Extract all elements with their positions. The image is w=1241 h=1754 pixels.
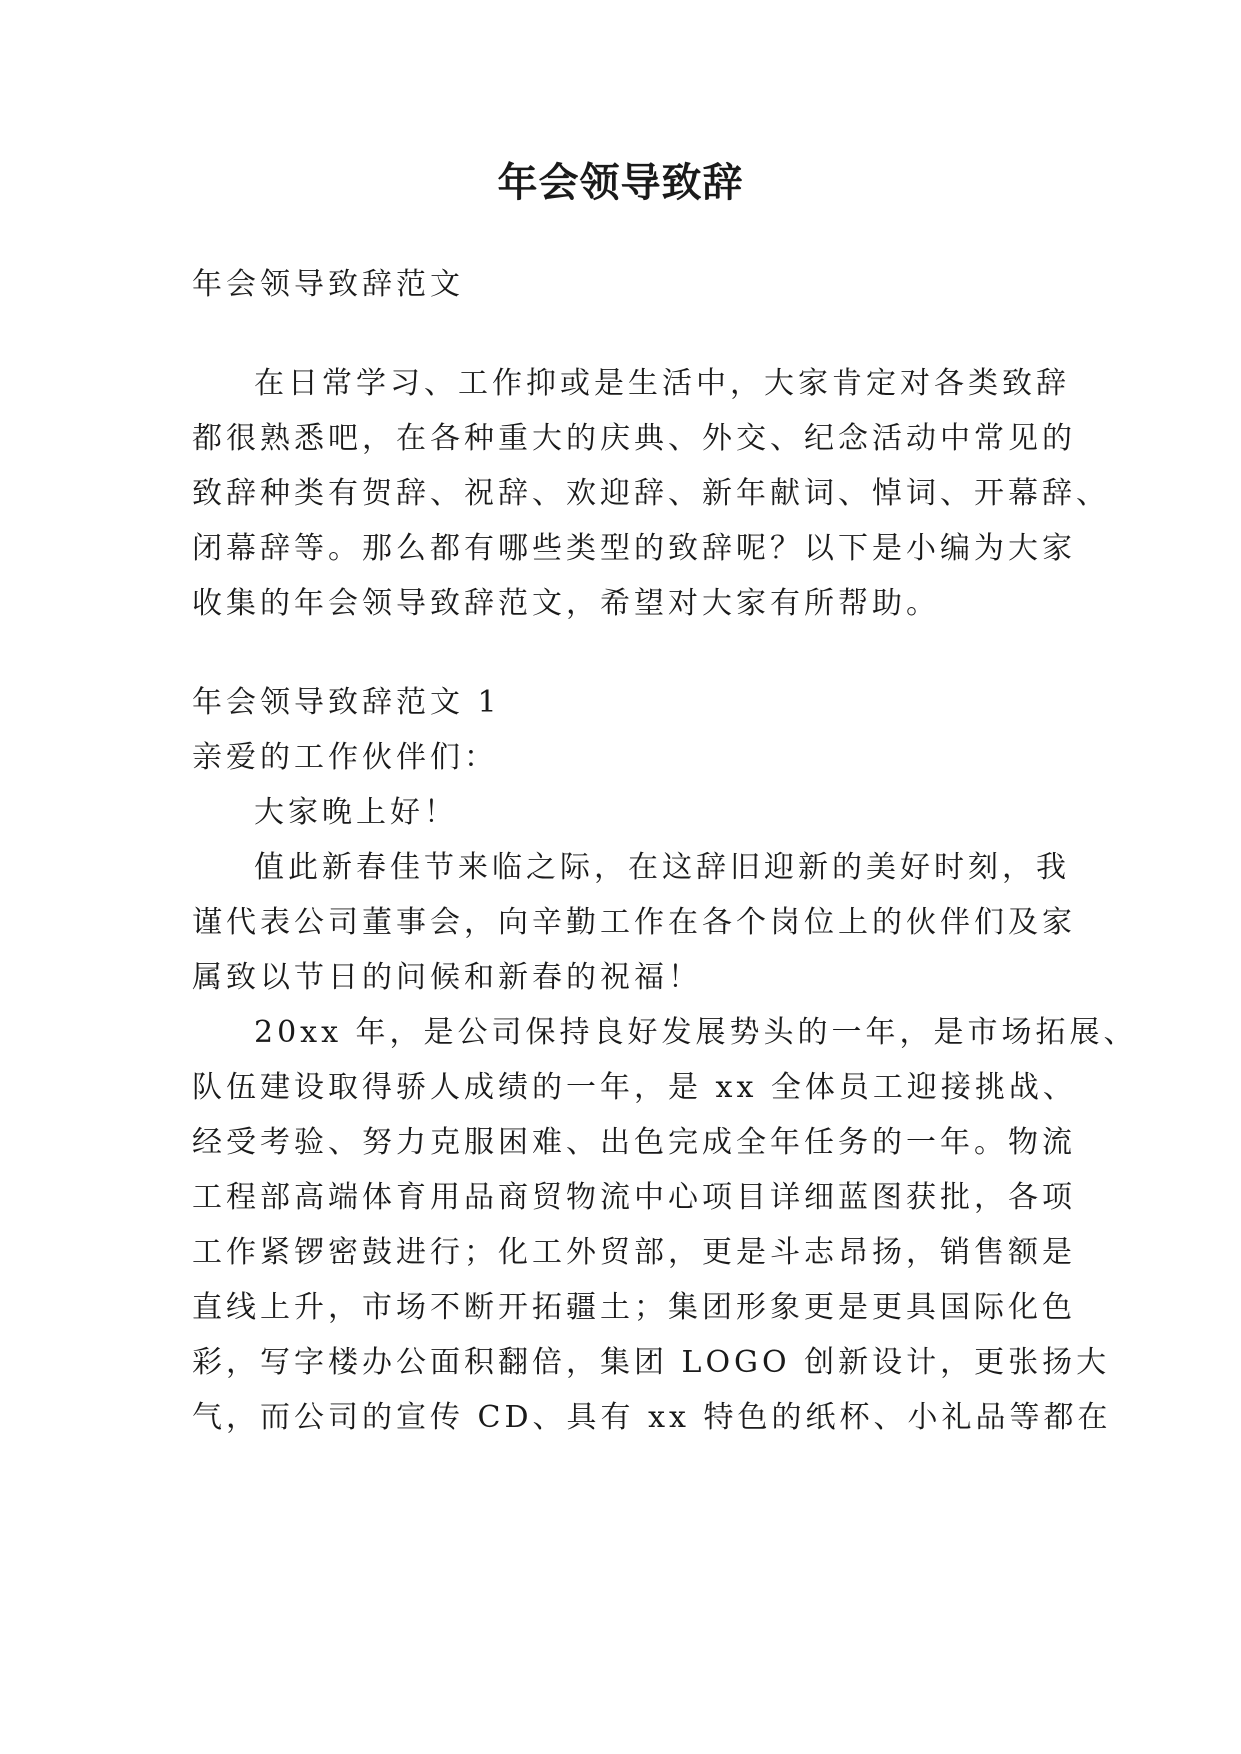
intro-line: 闭幕辞等。那么都有哪些类型的致辞呢？以下是小编为大家 [192,531,1076,566]
intro-line: 致辞种类有贺辞、祝辞、欢迎辞、新年献词、悼词、开幕辞、 [192,476,1110,511]
paragraph-line: 工作紧锣密鼓进行；化工外贸部，更是斗志昂扬，销售额是 [192,1235,1076,1270]
paragraph-line: 队伍建设取得骄人成绩的一年，是 xx 全体员工迎接挑战、 [192,1070,1077,1105]
greeting: 大家晚上好！ [254,795,458,830]
section-heading: 年会领导致辞范文 1 [192,685,501,720]
paragraph-line: 彩，写字楼办公面积翻倍，集团 LOGO 创新设计，更张扬大 [192,1345,1111,1380]
paragraph-line: 直线上升，市场不断开拓疆土；集团形象更是更具国际化色 [192,1290,1076,1325]
salutation: 亲爱的工作伙伴们： [192,740,498,775]
document-title: 年会领导致辞 [497,160,744,206]
intro-line: 都很熟悉吧，在各种重大的庆典、外交、纪念活动中常见的 [192,421,1076,456]
paragraph-line: 属致以节日的问候和新春的祝福！ [192,960,702,995]
paragraph-line: 20xx 年，是公司保持良好发展势头的一年，是市场拓展、 [254,1015,1138,1050]
intro-line: 在日常学习、工作抑或是生活中，大家肯定对各类致辞 [254,366,1070,401]
subtitle: 年会领导致辞范文 [192,267,464,302]
paragraph-line: 气，而公司的宣传 CD、具有 xx 特色的纸杯、小礼品等都在 [192,1400,1112,1435]
paragraph-line: 经受考验、努力克服困难、出色完成全年任务的一年。物流 [192,1125,1076,1160]
paragraph-line: 值此新春佳节来临之际，在这辞旧迎新的美好时刻，我 [254,850,1070,885]
intro-line: 收集的年会领导致辞范文，希望对大家有所帮助。 [192,586,940,621]
paragraph-line: 工程部高端体育用品商贸物流中心项目详细蓝图获批，各项 [192,1180,1076,1215]
paragraph-line: 谨代表公司董事会，向辛勤工作在各个岗位上的伙伴们及家 [192,905,1076,940]
